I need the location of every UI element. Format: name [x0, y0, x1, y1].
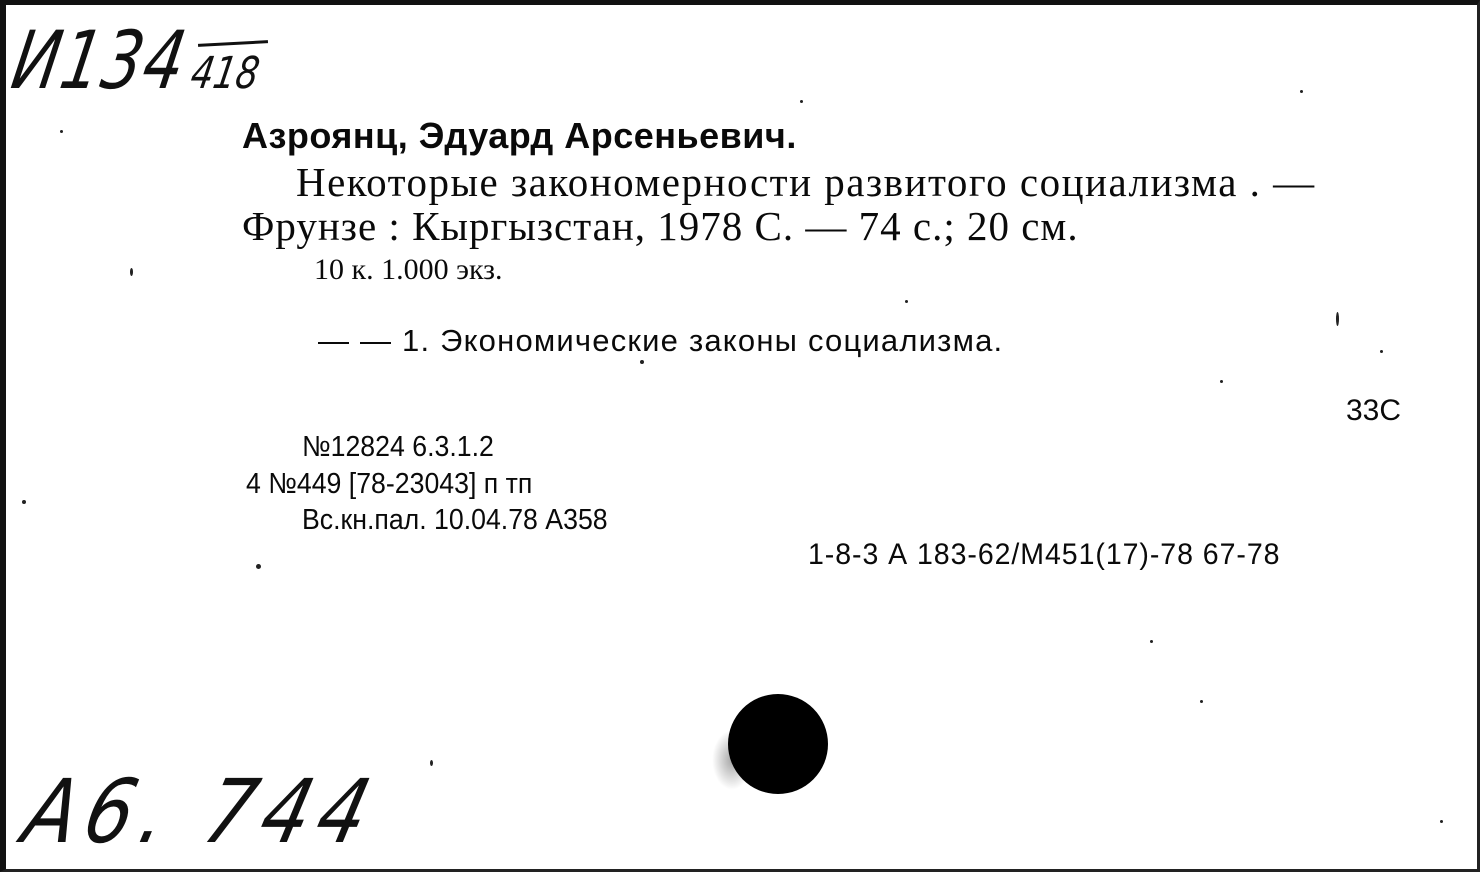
scan-speck — [1380, 350, 1383, 353]
registration-line-2: 4 №449 [78-23043] п тп — [246, 468, 533, 500]
bibliographic-index-code: 1-8-3 А 183-62/М451(17)-78 67-78 — [808, 538, 1281, 571]
scan-speck — [130, 268, 133, 276]
scan-speck — [60, 130, 63, 133]
scan-speck — [1336, 312, 1339, 326]
price-print-run: 10 к. 1.000 экз. — [314, 253, 503, 286]
scan-speck — [905, 300, 908, 303]
classification-code: 33С — [1346, 394, 1402, 427]
imprint-line: Фрунзе : Кыргызстан, 1978 С. — 74 с.; 20 см. — [242, 203, 1079, 249]
scan-speck — [1150, 640, 1153, 643]
scan-speck — [1220, 380, 1223, 383]
scan-speck — [1200, 700, 1203, 703]
registration-line-1: №12824 6.3.1.2 — [302, 431, 494, 463]
scan-speck — [800, 100, 803, 103]
author-heading: Азроянц, Эдуард Арсеньевич. — [242, 115, 797, 156]
scan-speck — [640, 360, 644, 364]
handwritten-inventory-number: А6. 744 — [14, 760, 389, 863]
scan-speck — [430, 760, 433, 766]
registration-line-3: Вс.кн.пал. 10.04.78 А358 — [302, 504, 608, 536]
scan-speck — [1440, 820, 1443, 823]
handwritten-shelfmark-fraction: 418 — [187, 48, 264, 99]
handwritten-shelfmark: И134 — [5, 14, 195, 107]
punch-hole — [728, 694, 828, 794]
scan-speck — [22, 500, 26, 504]
scan-speck — [1300, 90, 1303, 93]
book-title: Некоторые закономерности развитого социализма . — — [296, 159, 1316, 205]
scan-speck — [256, 564, 261, 569]
subject-heading: — — 1. Экономические законы социализма. — [318, 323, 1004, 358]
